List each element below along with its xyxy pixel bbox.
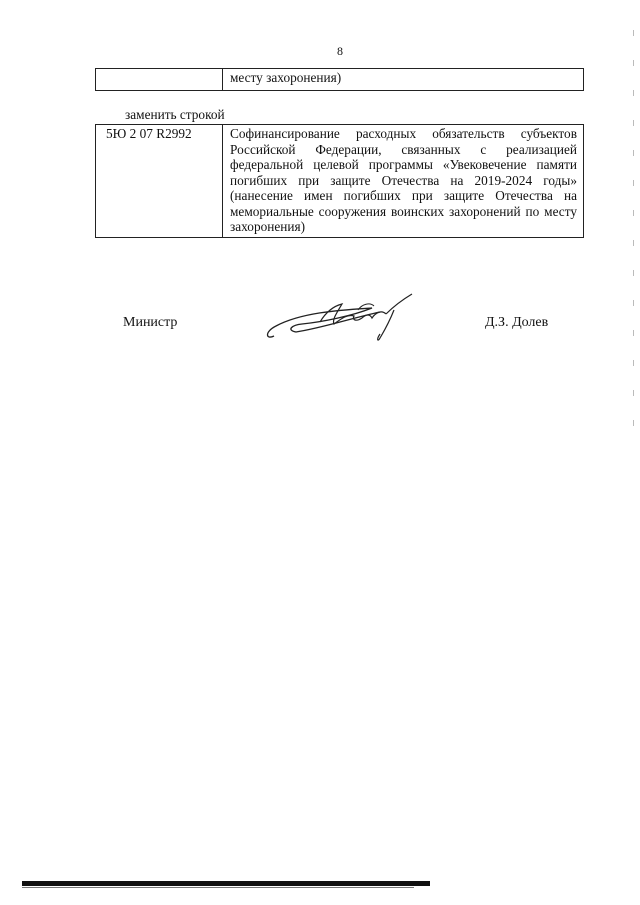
description-cell: месту захоронения) (223, 69, 584, 91)
signatory-name: Д.З. Долев (485, 315, 549, 330)
previous-row-table (95, 68, 584, 91)
replace-instruction: заменить строкой (125, 107, 225, 122)
handwritten-signature (262, 288, 442, 353)
budget-code-cell (96, 69, 223, 91)
table-row (96, 69, 584, 91)
table-row (96, 125, 584, 238)
page-number: 8 (337, 44, 343, 58)
replacement-row-table (95, 124, 584, 238)
page-footer-rule (22, 881, 430, 886)
page-footer-rule-thin (22, 887, 414, 888)
signatory-title: Министр (123, 315, 178, 330)
scan-edge-marks (633, 30, 634, 450)
description-cell: Софинансирование расходных обязательств субъектов Российской Федерации, связанных с реализацией федеральной целевой программы «Увековечение памяти погибших при защите Отечества на 2019-2024 годы» (нанесение имен погибших при защите Отечества на мемориальные сооружения воинских захоронений по месту захоронения) (223, 125, 584, 238)
budget-code-cell: 5Ю 2 07 R2992 (96, 125, 223, 238)
